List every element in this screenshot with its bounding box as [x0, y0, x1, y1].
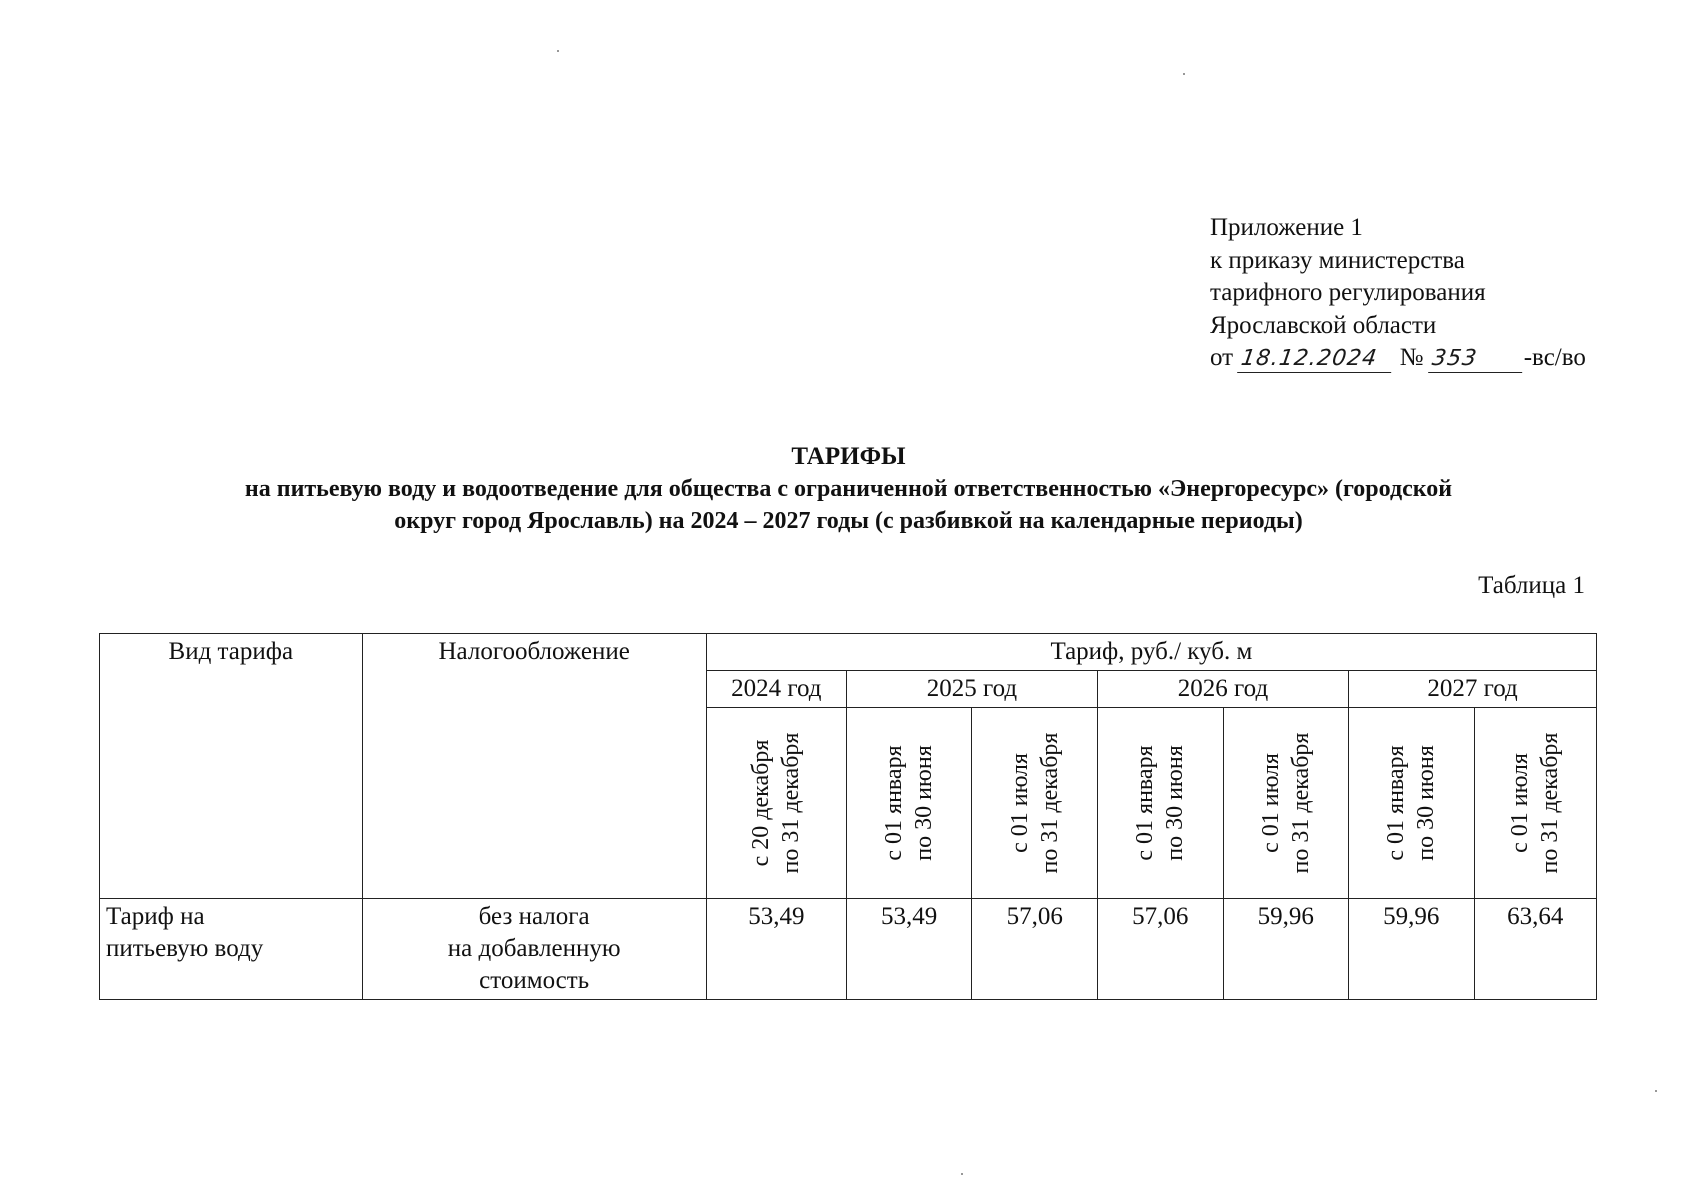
cell-value: 63,64	[1474, 899, 1596, 1000]
appendix-line: Ярославской области	[1210, 311, 1437, 339]
handwritten-number: 353	[1428, 346, 1526, 373]
header-year: 2025 год	[846, 671, 1097, 708]
header-year: 2024 год	[706, 671, 846, 708]
period-from: с 01 июля	[1006, 753, 1033, 853]
cell-taxation	[362, 899, 706, 1000]
appendix-line: тарифного регулирования	[1210, 279, 1486, 306]
appendix-prefix: от	[1210, 344, 1234, 371]
header-period	[846, 708, 972, 899]
header-period	[1223, 708, 1349, 899]
table-row	[100, 899, 1597, 1000]
period-from: с 20 декабря	[748, 739, 775, 867]
period-to: по 31 декабря	[1036, 732, 1063, 874]
order-suffix: -вс/во	[1523, 344, 1586, 371]
period-to: по 31 декабря	[1287, 732, 1314, 874]
period-from: с 01 января	[881, 745, 908, 861]
cell-value: 59,96	[1223, 899, 1349, 1000]
title-line: на питьевую воду и водоотведение для общества с ограниченной ответственностью «Энергоресурс» (городской	[244, 476, 1453, 502]
header-year: 2027 год	[1349, 671, 1597, 708]
period-to: по 30 июня	[1162, 745, 1189, 861]
document-title	[0, 441, 1697, 537]
cell-text: на добавленную	[447, 935, 621, 962]
cell-value: 57,06	[1097, 899, 1223, 1000]
appendix-block	[1210, 212, 1586, 375]
cell-tariff-type	[100, 899, 363, 1000]
header-period	[1349, 708, 1475, 899]
period-from: с 01 января	[1132, 745, 1159, 861]
cell-text: питьевую воду	[106, 935, 264, 962]
header-tariff: Тариф, руб./ куб. м	[706, 634, 1596, 671]
header-tax: Налогообложение	[362, 634, 706, 899]
title-main: ТАРИФЫ	[791, 443, 906, 470]
period-from: с 01 июля	[1257, 753, 1284, 853]
period-from: с 01 января	[1383, 745, 1410, 861]
appendix-line: Приложение 1	[1210, 214, 1363, 241]
cell-value: 57,06	[972, 899, 1098, 1000]
period-to: по 31 декабря	[1537, 732, 1564, 874]
appendix-line: к приказу министерства	[1210, 246, 1465, 274]
header-period	[972, 708, 1098, 899]
period-to: по 30 июня	[1413, 745, 1440, 861]
period-to: по 31 декабря	[778, 732, 805, 874]
cell-text: без налога	[478, 903, 590, 930]
scan-speck	[557, 50, 559, 52]
cell-value: 53,49	[846, 899, 972, 1000]
scan-speck	[961, 1173, 963, 1175]
table-label: Таблица 1	[1478, 572, 1585, 599]
cell-text: стоимость	[479, 967, 590, 994]
header-period	[1097, 708, 1223, 899]
period-to: по 30 июня	[911, 745, 938, 861]
handwritten-date: 18.12.2024	[1237, 346, 1395, 373]
scan-speck	[1183, 73, 1185, 75]
scan-speck	[1655, 1090, 1657, 1092]
period-from: с 01 июля	[1507, 753, 1534, 853]
cell-text: Тариф на	[106, 903, 205, 930]
header-row	[100, 634, 1597, 671]
cell-value: 59,96	[1349, 899, 1475, 1000]
header-period	[706, 708, 846, 899]
cell-value: 53,49	[706, 899, 846, 1000]
header-year: 2026 год	[1097, 671, 1348, 708]
title-line: округ город Ярославль) на 2024 – 2027 годы (с разбивкой на календарные периоды)	[394, 508, 1303, 534]
appendix-date-line	[1210, 342, 1586, 375]
number-sign: №	[1399, 344, 1424, 371]
header-period	[1474, 708, 1596, 899]
tariff-table	[99, 633, 1597, 1000]
header-type: Вид тарифа	[100, 634, 363, 899]
